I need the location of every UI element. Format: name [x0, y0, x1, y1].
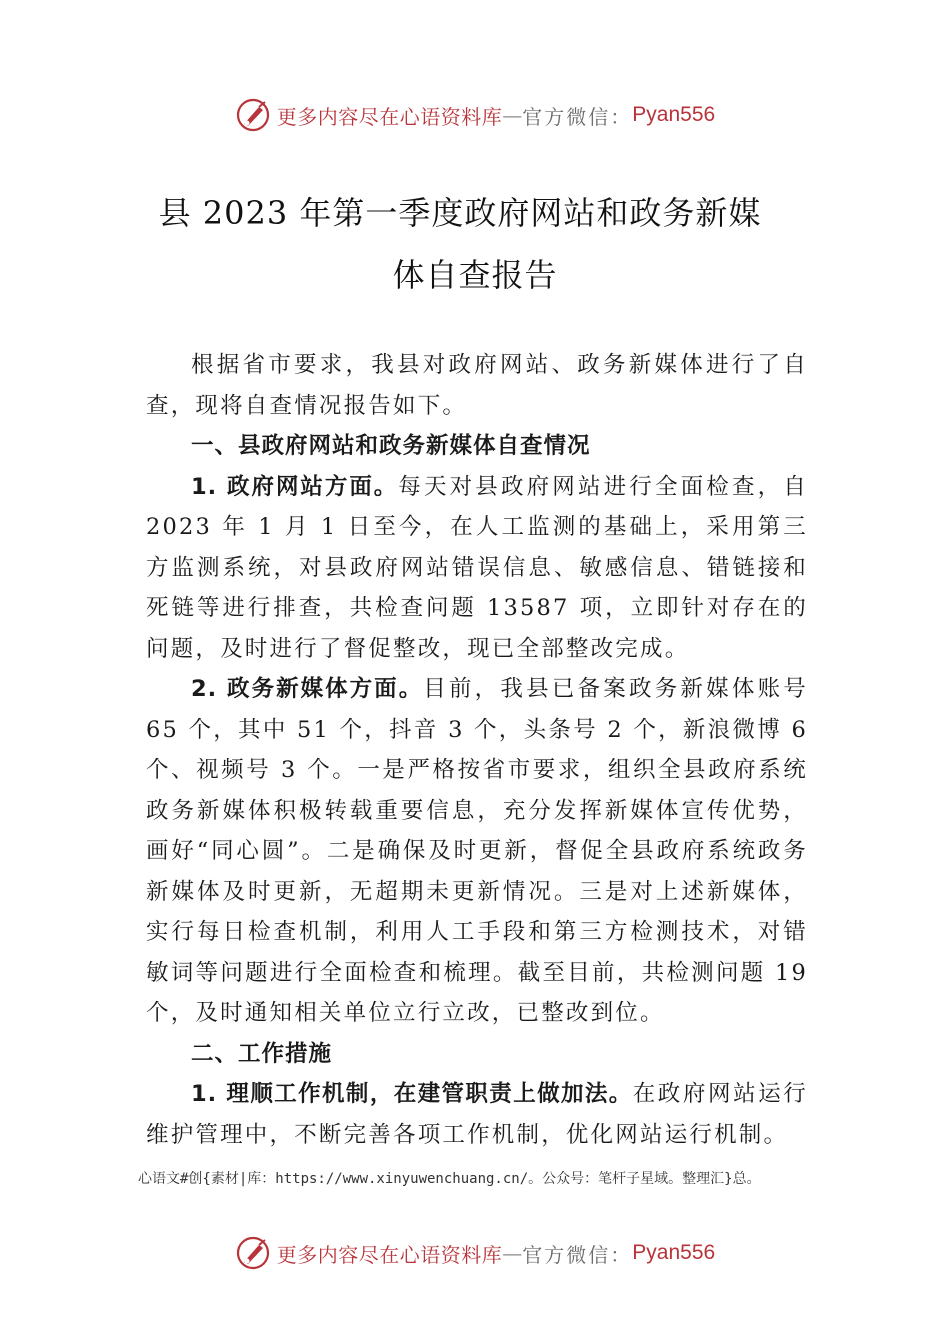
paragraph-item-3	[146, 1074, 808, 1155]
section-heading-1: 一、县政府网站和政务新媒体自查情况	[191, 433, 591, 459]
paragraph-item-1	[146, 467, 808, 670]
header-banner	[0, 95, 950, 135]
banner-wechat-id: Pyan556	[632, 103, 716, 126]
item-1-text: 每天对县政府网站进行全面检查，自 2023 年 1 月 1 日至今，在人工监测的基础上，采用第三方监测系统，对县政府网站错误信息、敏感信息、错链接和死链等进行排查，共检查问题 13587 项，立即针对存在的问题，及时进行了督促整改，现已全部整改完成。	[146, 473, 808, 662]
banner-wechat-label: 官方微信：	[522, 1242, 633, 1267]
item-2-text: 目前，我县已备案政务新媒体账号 65 个，其中 51 个，抖音 3 个，头条号 2 个，新浪微博 6 个、视频号 3 个。一是严格按省市要求，组织全县政府系统政务新媒体积极转载重要信息，充分发挥新媒体宣传优势，画好“同心圆”。二是确保及时更新，督促全县政府系统政务新媒体及时更新，无超期未更新情况。三是对上述新媒体，实行每日检查机制，利用人工手段和第三方检测技术，对错敏词等问题进行全面检查和梳理。截至目前，共检测问题 19 个，及时通知相关单位立行立改，已整改到位。	[146, 676, 808, 1026]
source-footnote: 心语文#创{素材|库：https://www.xinyuwenchuang.cn/。公众号：笔杆子星域。整理汇}总。	[138, 1171, 761, 1187]
banner-main-text: 更多内容尽在心语资料库	[276, 1242, 503, 1267]
quill-logo-icon	[235, 97, 271, 133]
banner-main-text: 更多内容尽在心语资料库	[276, 104, 503, 129]
item-1-lead: 1. 政府网站方面。	[191, 473, 399, 500]
section-heading-2: 二、工作措施	[191, 1040, 333, 1067]
document-title-line-2: 体自查报告	[392, 256, 558, 294]
banner-wechat-label: 官方微信：	[522, 104, 633, 129]
quill-logo-icon	[235, 1235, 271, 1271]
banner-separator: —	[502, 1241, 523, 1265]
item-3-text: 在政府网站运行维护管理中，不断完善各项工作机制，优化网站运行机制。	[146, 1081, 808, 1148]
banner-wechat-id: Pyan556	[632, 1241, 716, 1264]
paragraph-item-2	[146, 669, 808, 1034]
banner-separator: —	[502, 103, 523, 127]
intro-paragraph: 根据省市要求，我县对政府网站、政务新媒体进行了自查，现将自查情况报告如下。	[146, 352, 808, 419]
item-3-lead: 1. 理顺工作机制，在建管职责上做加法。	[191, 1081, 633, 1107]
document-body	[146, 345, 808, 1155]
document-title-line-1: 县 2023 年第一季度政府网站和政务新媒	[158, 194, 762, 232]
item-2-lead: 2. 政务新媒体方面。	[191, 676, 424, 702]
footer-banner	[0, 1233, 950, 1273]
